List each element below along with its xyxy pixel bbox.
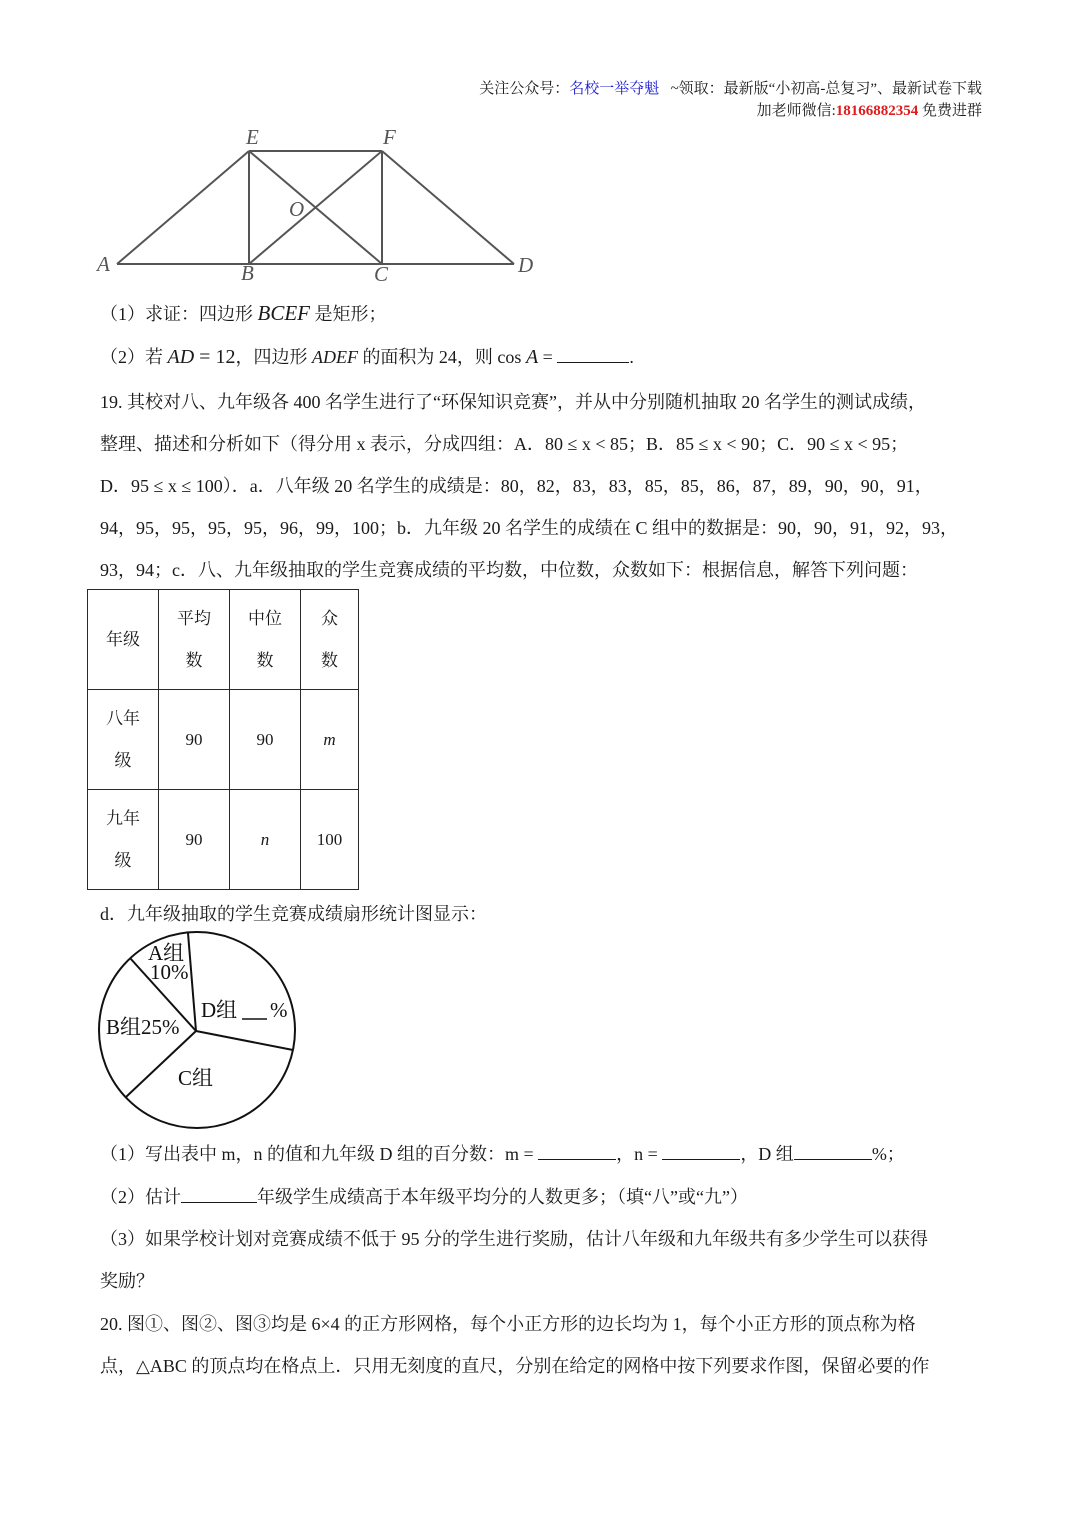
q20-line-2: 点，△ABC 的顶点均在格点上．只用无刻度的直尺，分别在给定的网格中按下列要求作图，保留必要的作: [100, 1356, 930, 1376]
geometry-figure: [90, 122, 540, 292]
cell-mode: m: [301, 690, 359, 790]
q18-part-1: （1）求证：四边形 BCEF 是矩形；: [100, 301, 387, 325]
header-mode: 众 数: [301, 590, 359, 690]
pie-label-a: A组: [148, 941, 185, 965]
phone-number: 18166882354: [835, 103, 919, 119]
cell-median: n: [230, 790, 301, 890]
pie-label-c: C组: [178, 1066, 214, 1090]
cell-median: 90: [230, 690, 301, 790]
answer-blank-cos-a[interactable]: [557, 344, 629, 363]
q20-line-1: 20. 图①、图②、图③均是 6×4 的正方形网格，每个小正方形的边长均为 1，每个小正方形的顶点称为格: [100, 1314, 916, 1334]
stats-table: [87, 589, 359, 890]
table-row: [88, 690, 359, 790]
q19-line-2: 整理、描述和分析如下（得分用 x 表示，分成四组：A．80 ≤ x < 85；B．85 ≤ x < 90；C．90 ≤ x < 95；: [100, 434, 909, 454]
header-median: 中位 数: [230, 590, 301, 690]
label-o: O: [289, 197, 305, 221]
pie-caption: d．九年级抽取的学生竞赛成绩扇形统计图显示：: [100, 904, 487, 924]
q19-line-5: 93，94；c．八、九年级抽取的学生竞赛成绩的平均数，中位数，众数如下：根据信息，解答下列问题：: [100, 560, 918, 580]
q19-line-4: 94，95，95，95，95，96，99，100；b．九年级 20 名学生的成绩在 C 组中的数据是：90，90，91，92，93，: [100, 518, 959, 538]
q19-sub-2: （2）估计 年级学生成绩高于本年级平均分的人数更多；（填“八”或“九”）: [100, 1183, 748, 1209]
cell-mean: 90: [159, 790, 230, 890]
cell-mean: 90: [159, 690, 230, 790]
q19-line-1: 19. 其校对八、九年级各 400 名学生进行了“环保知识竞赛”，并从中分别随机抽取 20 名学生的测试成绩，: [100, 392, 926, 412]
cell-grade: 八年 级: [88, 690, 159, 790]
promo-line-2: 加老师微信:18166882354 免费进群: [756, 103, 982, 119]
cell-mode: 100: [301, 790, 359, 890]
answer-blank-m[interactable]: [538, 1141, 616, 1160]
answer-blank-n[interactable]: [662, 1141, 740, 1160]
q19-sub-3-line-2: 奖励？: [100, 1271, 154, 1291]
label-c: C: [374, 262, 389, 286]
header-mean: 平均 数: [159, 590, 230, 690]
cell-grade: 九年 级: [88, 790, 159, 890]
promo-header: [479, 78, 982, 122]
pie-chart: [95, 928, 305, 1133]
label-d: D: [518, 253, 534, 277]
pie-label-b: B组25%: [106, 1015, 180, 1039]
label-f: F: [383, 125, 396, 149]
pie-label-a-pct: 10%: [150, 960, 189, 984]
pie-label-d-pct: %: [270, 998, 288, 1022]
label-b: B: [241, 261, 254, 285]
table-row: [88, 790, 359, 890]
label-a: A: [97, 252, 110, 276]
answer-blank-grade[interactable]: [181, 1184, 257, 1203]
header-grade: 年级: [88, 590, 159, 690]
pie-label-d: D组: [201, 998, 238, 1022]
brand-name: 名校一举夺魁: [569, 81, 660, 97]
table-header-row: [88, 590, 359, 690]
q19-line-3: D．95 ≤ x ≤ 100）．a．八年级 20 名学生的成绩是：80，82，83，83，85，85，86，87，89，90，90，91，: [100, 476, 933, 496]
label-e: E: [246, 125, 259, 149]
q18-part-2: （2）若 AD = 12，四边形 ADEF 的面积为 24，则 cos A = .: [100, 346, 634, 368]
q19-sub-1: （1）写出表中 m，n 的值和九年级 D 组的百分数：m = ，n = ，D 组 %；: [100, 1140, 905, 1166]
q19-sub-3-line-1: （3）如果学校计划对竞赛成绩不低于 95 分的学生进行奖励，估计八年级和九年级共有多少学生可以获得: [100, 1229, 928, 1249]
answer-blank-d-percent[interactable]: [794, 1141, 872, 1160]
promo-line-1: 关注公众号：名校一举夺魁 ~领取：最新版“小初高-总复习”、最新试卷下载: [479, 81, 982, 97]
